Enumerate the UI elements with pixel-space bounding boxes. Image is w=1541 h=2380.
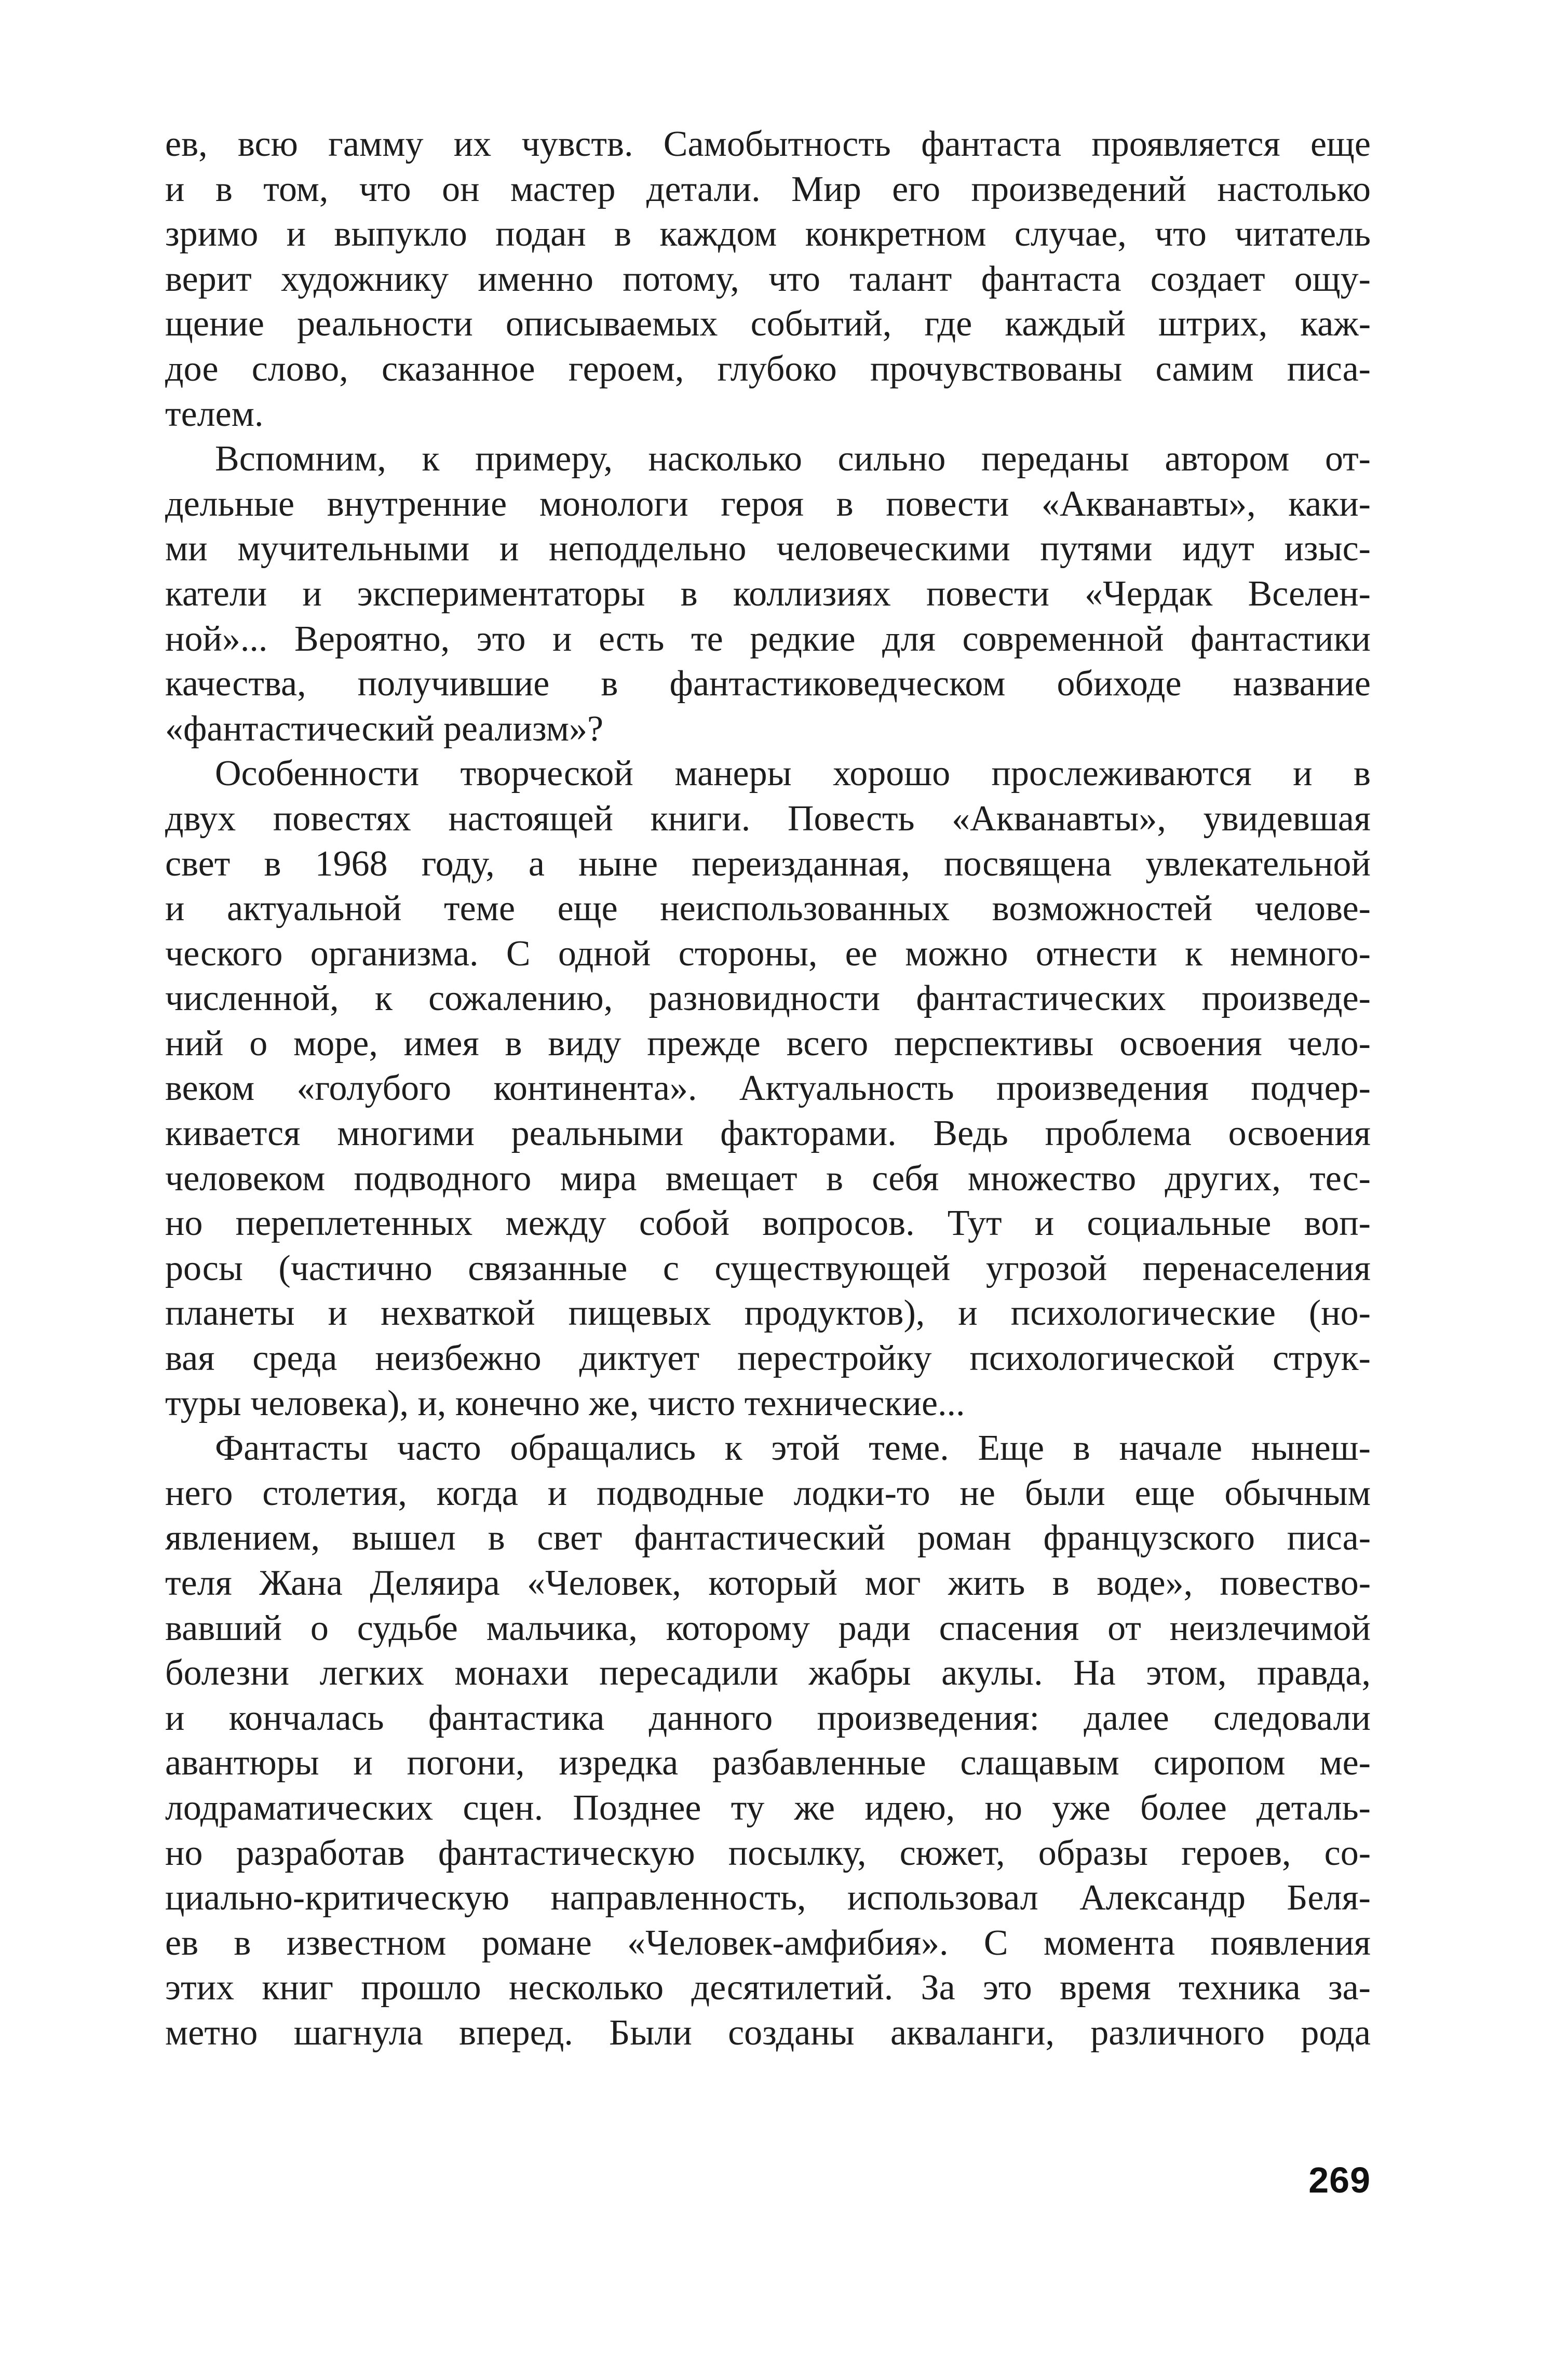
text-line: катели и экспериментаторы в коллизиях повести «Чердак Вселен- bbox=[165, 573, 1371, 614]
text-line: но переплетенных между собой вопросов. Тут и социальные воп- bbox=[165, 1203, 1371, 1244]
text-line: численной, к сожалению, разновидности фантастических произведе- bbox=[165, 978, 1371, 1019]
text-line: планеты и нехваткой пищевых продуктов), и психологические (но- bbox=[165, 1293, 1371, 1334]
text-line: верит художнику именно потому, что талант фантаста создает ощу- bbox=[165, 259, 1371, 299]
text-line: свет в 1968 году, а ныне переизданная, посвящена увлекательной bbox=[165, 843, 1371, 884]
text-line: росы (частично связанные с существующей угрозой перенаселения bbox=[165, 1248, 1371, 1288]
page-body bbox=[165, 122, 1371, 2056]
text-line: веком «голубого континента». Актуальность произведения подчер- bbox=[165, 1068, 1371, 1109]
text-line: ми мучительными и неподдельно человеческими путями идут изыс- bbox=[165, 529, 1371, 569]
text-line: теля Жана Деляира «Человек, который мог жить в воде», повество- bbox=[165, 1563, 1371, 1603]
text-line: Фантасты часто обращались к этой теме. Еще в начале нынеш- bbox=[215, 1428, 1371, 1469]
text-line: и актуальной теме еще неиспользованных возможностей челове- bbox=[165, 889, 1371, 929]
text-line: авантюры и погони, изредка разбавленные слащавым сиропом ме- bbox=[165, 1743, 1371, 1783]
text-line: и кончалась фантастика данного произведения: далее следовали bbox=[165, 1698, 1371, 1738]
text-line: него столетия, когда и подводные лодки-то не были еще обычным bbox=[165, 1473, 1371, 1513]
paragraph-2 bbox=[165, 437, 1371, 751]
text-line: качества, получившие в фантастиковедческом обиходе название bbox=[165, 664, 1371, 704]
text-line: метно шагнула вперед. Были созданы акваланги, различного рода bbox=[165, 2012, 1371, 2053]
text-line: Особенности творческой манеры хорошо прослеживаются и в bbox=[215, 754, 1371, 794]
text-line: вая среда неизбежно диктует перестройку психологической струк- bbox=[165, 1338, 1371, 1379]
text-line: ев, всю гамму их чувств. Самобытность фантаста проявляется еще bbox=[165, 124, 1371, 164]
text-line: болезни легких монахи пересадили жабры акулы. На этом, правда, bbox=[165, 1653, 1371, 1693]
text-line: и в том, что он мастер детали. Мир его произведений настолько bbox=[165, 169, 1371, 209]
paragraph-1 bbox=[165, 122, 1371, 437]
paragraph-3 bbox=[165, 751, 1371, 1426]
text-line: этих книг прошло несколько десятилетий. За это время техника за- bbox=[165, 1968, 1371, 2008]
text-line: явлением, вышел в свет фантастический роман французского писа- bbox=[165, 1518, 1371, 1558]
text-line: щение реальности описываемых событий, где каждый штрих, каж- bbox=[165, 304, 1371, 344]
text-line: Вспомним, к примеру, насколько сильно переданы автором от- bbox=[215, 439, 1371, 479]
text-line: но разработав фантастическую посылку, сюжет, образы героев, со- bbox=[165, 1833, 1371, 1873]
text-line: ческого организма. С одной стороны, ее можно отнести к немного- bbox=[165, 933, 1371, 974]
text-line: ев в известном романе «Человек-амфибия». С момента появления bbox=[165, 1922, 1371, 1963]
text-line: циально-критическую направленность, использовал Александр Беля- bbox=[165, 1878, 1371, 1918]
text-line: двух повестях настоящей книги. Повесть «Акванавты», увидевшая bbox=[165, 798, 1371, 839]
page-number: 269 bbox=[1308, 2160, 1371, 2200]
text-line: зримо и выпукло подан в каждом конкретном случае, что читатель bbox=[165, 214, 1371, 254]
paragraph-4 bbox=[165, 1426, 1371, 2055]
text-line: туры человека), и, конечно же, чисто технические... bbox=[165, 1383, 965, 1423]
text-line: вавший о судьбе мальчика, которому ради спасения от неизлечимой bbox=[165, 1608, 1371, 1648]
text-line: «фантастический реализм»? bbox=[165, 708, 604, 749]
text-line: ний о море, имея в виду прежде всего перспективы освоения чело- bbox=[165, 1023, 1371, 1064]
text-line: дое слово, сказанное героем, глубоко прочувствованы самим писа- bbox=[165, 348, 1371, 389]
text-line: лодраматических сцен. Позднее ту же идею, но уже более деталь- bbox=[165, 1787, 1371, 1828]
text-line: человеком подводного мира вмещает в себя множество других, тес- bbox=[165, 1158, 1371, 1199]
text-line: телем. bbox=[165, 394, 264, 434]
text-line: кивается многими реальными факторами. Ведь проблема освоения bbox=[165, 1113, 1371, 1154]
text-line: ной»... Вероятно, это и есть те редкие для современной фантастики bbox=[165, 618, 1371, 659]
text-line: дельные внутренние монологи героя в повести «Акванавты», каки- bbox=[165, 483, 1371, 524]
